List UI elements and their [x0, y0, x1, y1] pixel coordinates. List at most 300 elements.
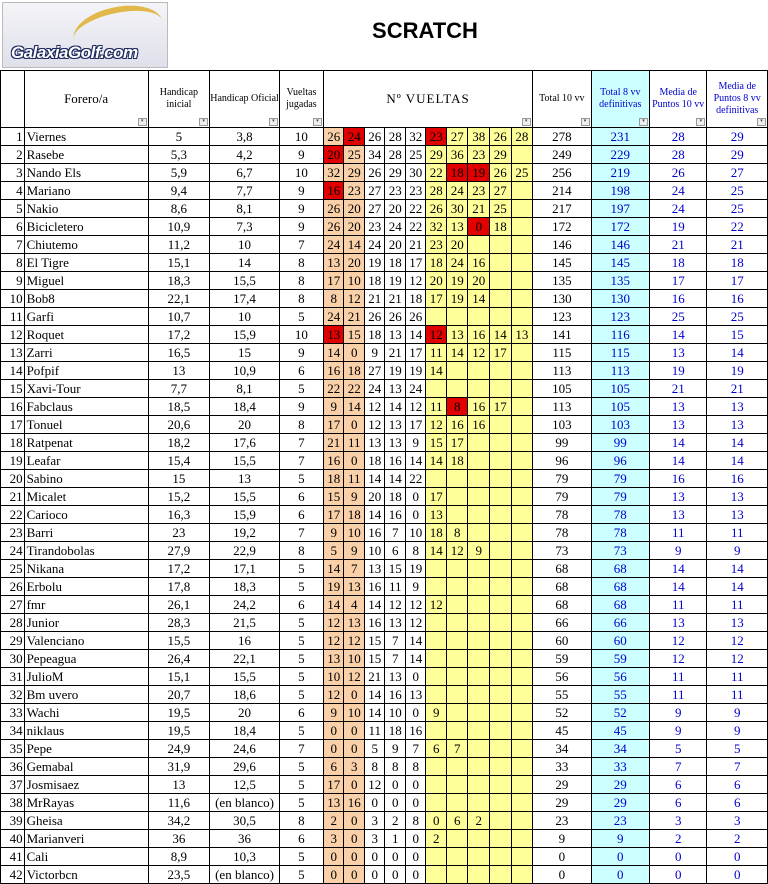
row-number-cell[interactable]: 16 [1, 398, 25, 416]
ronda-cell-7[interactable] [446, 668, 468, 686]
media-10-cell[interactable]: 12 [650, 632, 707, 650]
ronda-cell-3[interactable]: 14 [364, 470, 385, 488]
ronda-cell-7[interactable]: 18 [446, 452, 468, 470]
ronda-cell-9[interactable] [490, 704, 512, 722]
hcp-oficial-cell[interactable]: 8,1 [210, 200, 280, 218]
ronda-cell-4[interactable]: 13 [385, 614, 406, 632]
total-8-cell[interactable]: 68 [591, 560, 649, 578]
vueltas-jugadas-cell[interactable]: 10 [279, 326, 323, 344]
total-8-cell[interactable]: 231 [591, 128, 649, 146]
ronda-cell-5[interactable]: 0 [405, 776, 426, 794]
row-number-cell[interactable]: 39 [1, 812, 25, 830]
ronda-cell-4[interactable]: 13 [385, 326, 406, 344]
vueltas-jugadas-cell[interactable]: 5 [279, 308, 323, 326]
ronda-cell-10[interactable] [511, 632, 533, 650]
row-number-cell[interactable]: 15 [1, 380, 25, 398]
ronda-cell-7[interactable] [446, 704, 468, 722]
total-10-cell[interactable]: 66 [533, 614, 591, 632]
ronda-cell-8[interactable]: 23 [468, 182, 490, 200]
total-10-cell[interactable]: 33 [533, 758, 591, 776]
ronda-cell-9[interactable]: 17 [490, 398, 512, 416]
ronda-cell-1[interactable]: 3 [323, 830, 344, 848]
media-10-cell[interactable]: 28 [650, 128, 707, 146]
total-8-cell[interactable]: 59 [591, 650, 649, 668]
ronda-cell-2[interactable]: 0 [344, 416, 365, 434]
ronda-cell-2[interactable]: 0 [344, 812, 365, 830]
total-10-cell[interactable]: 96 [533, 452, 591, 470]
forero-name-cell[interactable]: Rasebe [24, 146, 148, 164]
ronda-cell-3[interactable]: 24 [364, 380, 385, 398]
media-10-cell[interactable]: 11 [650, 524, 707, 542]
ronda-cell-6[interactable]: 6 [426, 740, 447, 758]
hcp-inicial-cell[interactable]: 8,6 [148, 200, 210, 218]
header-vueltas-jugadas[interactable]: Vueltas jugadas ▾ [279, 71, 323, 128]
ronda-cell-7[interactable]: 17 [446, 434, 468, 452]
ronda-cell-3[interactable]: 10 [364, 542, 385, 560]
ronda-cell-9[interactable] [490, 254, 512, 272]
ronda-cell-3[interactable]: 19 [364, 254, 385, 272]
hcp-oficial-cell[interactable]: 17,6 [210, 434, 280, 452]
hcp-inicial-cell[interactable]: 5 [148, 128, 210, 146]
media-8-cell[interactable]: 12 [707, 650, 768, 668]
ronda-cell-5[interactable]: 8 [405, 758, 426, 776]
row-number-cell[interactable]: 25 [1, 560, 25, 578]
ronda-cell-5[interactable]: 8 [405, 542, 426, 560]
ronda-cell-3[interactable]: 16 [364, 524, 385, 542]
media-8-cell[interactable]: 17 [707, 272, 768, 290]
ronda-cell-4[interactable]: 18 [385, 722, 406, 740]
row-number-cell[interactable]: 30 [1, 650, 25, 668]
total-10-cell[interactable]: 113 [533, 362, 591, 380]
hcp-oficial-cell[interactable]: 18,4 [210, 398, 280, 416]
media-8-cell[interactable]: 25 [707, 308, 768, 326]
total-10-cell[interactable]: 146 [533, 236, 591, 254]
ronda-cell-6[interactable]: 17 [426, 488, 447, 506]
media-8-cell[interactable]: 9 [707, 722, 768, 740]
ronda-cell-6[interactable] [426, 470, 447, 488]
forero-name-cell[interactable]: Chiutemo [24, 236, 148, 254]
ronda-cell-2[interactable]: 24 [344, 128, 365, 146]
ronda-cell-7[interactable] [446, 308, 468, 326]
ronda-cell-8[interactable]: 14 [468, 290, 490, 308]
row-number-cell[interactable]: 24 [1, 542, 25, 560]
ronda-cell-7[interactable]: 19 [446, 290, 468, 308]
total-10-cell[interactable]: 79 [533, 470, 591, 488]
media-8-cell[interactable]: 22 [707, 218, 768, 236]
vueltas-jugadas-cell[interactable]: 6 [279, 488, 323, 506]
ronda-cell-8[interactable] [468, 524, 490, 542]
ronda-cell-8[interactable] [468, 758, 490, 776]
ronda-cell-3[interactable]: 14 [364, 506, 385, 524]
ronda-cell-10[interactable] [511, 794, 533, 812]
ronda-cell-6[interactable] [426, 308, 447, 326]
ronda-cell-4[interactable]: 21 [385, 344, 406, 362]
media-10-cell[interactable]: 14 [650, 560, 707, 578]
header-total-10[interactable]: Total 10 vv ▾ [533, 71, 591, 128]
ronda-cell-6[interactable]: 14 [426, 542, 447, 560]
ronda-cell-7[interactable]: 27 [446, 128, 468, 146]
ronda-cell-4[interactable]: 16 [385, 686, 406, 704]
ronda-cell-4[interactable]: 18 [385, 254, 406, 272]
vueltas-jugadas-cell[interactable]: 8 [279, 416, 323, 434]
media-10-cell[interactable]: 21 [650, 236, 707, 254]
forero-name-cell[interactable]: Pofpif [24, 362, 148, 380]
total-10-cell[interactable]: 0 [533, 866, 591, 884]
ronda-cell-2[interactable]: 3 [344, 758, 365, 776]
hcp-inicial-cell[interactable]: 20,7 [148, 686, 210, 704]
row-number-cell[interactable]: 7 [1, 236, 25, 254]
total-8-cell[interactable]: 68 [591, 578, 649, 596]
vueltas-jugadas-cell[interactable]: 6 [279, 506, 323, 524]
ronda-cell-8[interactable]: 20 [468, 272, 490, 290]
hcp-inicial-cell[interactable]: 19,5 [148, 704, 210, 722]
total-10-cell[interactable]: 68 [533, 578, 591, 596]
ronda-cell-7[interactable] [446, 650, 468, 668]
ronda-cell-6[interactable] [426, 776, 447, 794]
ronda-cell-3[interactable]: 3 [364, 812, 385, 830]
ronda-cell-2[interactable]: 13 [344, 614, 365, 632]
hcp-oficial-cell[interactable]: 24,2 [210, 596, 280, 614]
media-10-cell[interactable]: 16 [650, 470, 707, 488]
forero-name-cell[interactable]: Gheisa [24, 812, 148, 830]
media-8-cell[interactable]: 13 [707, 614, 768, 632]
ronda-cell-1[interactable]: 13 [323, 254, 344, 272]
ronda-cell-1[interactable]: 24 [323, 308, 344, 326]
ronda-cell-2[interactable]: 20 [344, 200, 365, 218]
ronda-cell-5[interactable]: 0 [405, 794, 426, 812]
ronda-cell-6[interactable]: 18 [426, 524, 447, 542]
forero-name-cell[interactable]: Marianveri [24, 830, 148, 848]
ronda-cell-2[interactable]: 12 [344, 668, 365, 686]
ronda-cell-8[interactable] [468, 488, 490, 506]
ronda-cell-6[interactable] [426, 632, 447, 650]
hcp-oficial-cell[interactable]: (en blanco) [210, 794, 280, 812]
ronda-cell-6[interactable]: 22 [426, 164, 447, 182]
total-10-cell[interactable]: 59 [533, 650, 591, 668]
ronda-cell-8[interactable] [468, 866, 490, 884]
ronda-cell-3[interactable]: 21 [364, 290, 385, 308]
hcp-inicial-cell[interactable]: 36 [148, 830, 210, 848]
ronda-cell-2[interactable]: 10 [344, 524, 365, 542]
media-10-cell[interactable]: 11 [650, 668, 707, 686]
media-10-cell[interactable]: 19 [650, 218, 707, 236]
hcp-inicial-cell[interactable]: 26,1 [148, 596, 210, 614]
total-8-cell[interactable]: 55 [591, 686, 649, 704]
ronda-cell-7[interactable] [446, 794, 468, 812]
total-8-cell[interactable]: 9 [591, 830, 649, 848]
ronda-cell-6[interactable]: 17 [426, 290, 447, 308]
ronda-cell-3[interactable]: 26 [364, 128, 385, 146]
ronda-cell-4[interactable]: 13 [385, 416, 406, 434]
ronda-cell-2[interactable]: 14 [344, 398, 365, 416]
ronda-cell-8[interactable] [468, 362, 490, 380]
ronda-cell-7[interactable]: 16 [446, 416, 468, 434]
ronda-cell-1[interactable]: 17 [323, 272, 344, 290]
hcp-oficial-cell[interactable]: 18,4 [210, 722, 280, 740]
ronda-cell-4[interactable]: 0 [385, 776, 406, 794]
vueltas-jugadas-cell[interactable]: 9 [279, 398, 323, 416]
ronda-cell-4[interactable]: 7 [385, 632, 406, 650]
ronda-cell-8[interactable]: 23 [468, 146, 490, 164]
media-8-cell[interactable]: 13 [707, 416, 768, 434]
total-10-cell[interactable]: 249 [533, 146, 591, 164]
ronda-cell-2[interactable]: 4 [344, 596, 365, 614]
total-10-cell[interactable]: 45 [533, 722, 591, 740]
ronda-cell-9[interactable] [490, 488, 512, 506]
hcp-inicial-cell[interactable]: 5,9 [148, 164, 210, 182]
media-8-cell[interactable]: 0 [707, 848, 768, 866]
media-10-cell[interactable]: 3 [650, 812, 707, 830]
ronda-cell-7[interactable] [446, 596, 468, 614]
forero-name-cell[interactable]: Gemabal [24, 758, 148, 776]
media-8-cell[interactable]: 7 [707, 758, 768, 776]
total-8-cell[interactable]: 172 [591, 218, 649, 236]
vueltas-jugadas-cell[interactable]: 5 [279, 686, 323, 704]
forero-name-cell[interactable]: El Tigre [24, 254, 148, 272]
ronda-cell-5[interactable]: 17 [405, 254, 426, 272]
total-8-cell[interactable]: 79 [591, 488, 649, 506]
hcp-inicial-cell[interactable]: 10,7 [148, 308, 210, 326]
media-8-cell[interactable]: 16 [707, 470, 768, 488]
total-8-cell[interactable]: 66 [591, 614, 649, 632]
ronda-cell-4[interactable]: 7 [385, 524, 406, 542]
ronda-cell-5[interactable]: 18 [405, 290, 426, 308]
media-8-cell[interactable]: 2 [707, 830, 768, 848]
ronda-cell-5[interactable]: 0 [405, 704, 426, 722]
ronda-cell-2[interactable]: 7 [344, 560, 365, 578]
ronda-cell-2[interactable]: 9 [344, 488, 365, 506]
ronda-cell-6[interactable]: 32 [426, 218, 447, 236]
vueltas-jugadas-cell[interactable]: 6 [279, 362, 323, 380]
forero-name-cell[interactable]: Bicicletero [24, 218, 148, 236]
ronda-cell-10[interactable]: 25 [511, 164, 533, 182]
row-number-cell[interactable]: 38 [1, 794, 25, 812]
total-8-cell[interactable]: 45 [591, 722, 649, 740]
vueltas-jugadas-cell[interactable]: 5 [279, 470, 323, 488]
ronda-cell-6[interactable] [426, 614, 447, 632]
media-8-cell[interactable]: 14 [707, 452, 768, 470]
ronda-cell-7[interactable] [446, 578, 468, 596]
forero-name-cell[interactable]: Viernes [24, 128, 148, 146]
media-8-cell[interactable]: 3 [707, 812, 768, 830]
ronda-cell-6[interactable]: 12 [426, 416, 447, 434]
ronda-cell-8[interactable]: 16 [468, 254, 490, 272]
total-8-cell[interactable]: 0 [591, 848, 649, 866]
ronda-cell-10[interactable] [511, 218, 533, 236]
ronda-cell-10[interactable] [511, 668, 533, 686]
media-10-cell[interactable]: 19 [650, 362, 707, 380]
ronda-cell-8[interactable] [468, 470, 490, 488]
ronda-cell-10[interactable] [511, 506, 533, 524]
ronda-cell-4[interactable]: 18 [385, 488, 406, 506]
ronda-cell-10[interactable] [511, 236, 533, 254]
hcp-oficial-cell[interactable]: 6,7 [210, 164, 280, 182]
total-8-cell[interactable]: 105 [591, 398, 649, 416]
row-number-cell[interactable]: 27 [1, 596, 25, 614]
ronda-cell-2[interactable]: 25 [344, 146, 365, 164]
total-8-cell[interactable]: 73 [591, 542, 649, 560]
ronda-cell-5[interactable]: 12 [405, 272, 426, 290]
ronda-cell-5[interactable]: 0 [405, 506, 426, 524]
ronda-cell-10[interactable] [511, 344, 533, 362]
ronda-cell-8[interactable] [468, 596, 490, 614]
ronda-cell-3[interactable]: 16 [364, 614, 385, 632]
ronda-cell-4[interactable]: 0 [385, 848, 406, 866]
forero-name-cell[interactable]: Wachi [24, 704, 148, 722]
total-10-cell[interactable]: 135 [533, 272, 591, 290]
ronda-cell-9[interactable]: 18 [490, 218, 512, 236]
ronda-cell-2[interactable]: 18 [344, 362, 365, 380]
hcp-oficial-cell[interactable]: 18,6 [210, 686, 280, 704]
hcp-oficial-cell[interactable]: 16 [210, 632, 280, 650]
ronda-cell-9[interactable]: 25 [490, 200, 512, 218]
ronda-cell-8[interactable] [468, 722, 490, 740]
total-8-cell[interactable]: 103 [591, 416, 649, 434]
ronda-cell-5[interactable]: 22 [405, 470, 426, 488]
ronda-cell-9[interactable]: 17 [490, 344, 512, 362]
forero-name-cell[interactable]: Garfi [24, 308, 148, 326]
ronda-cell-7[interactable] [446, 470, 468, 488]
ronda-cell-6[interactable]: 20 [426, 272, 447, 290]
vueltas-jugadas-cell[interactable]: 5 [279, 758, 323, 776]
forero-name-cell[interactable]: Tirandobolas [24, 542, 148, 560]
hcp-oficial-cell[interactable]: 29,6 [210, 758, 280, 776]
ronda-cell-9[interactable] [490, 632, 512, 650]
ronda-cell-7[interactable] [446, 614, 468, 632]
ronda-cell-1[interactable]: 14 [323, 560, 344, 578]
hcp-oficial-cell[interactable]: 3,8 [210, 128, 280, 146]
ronda-cell-9[interactable] [490, 650, 512, 668]
ronda-cell-9[interactable] [490, 668, 512, 686]
ronda-cell-2[interactable]: 0 [344, 722, 365, 740]
ronda-cell-3[interactable]: 23 [364, 218, 385, 236]
total-10-cell[interactable]: 60 [533, 632, 591, 650]
ronda-cell-7[interactable]: 8 [446, 524, 468, 542]
vueltas-jugadas-cell[interactable]: 8 [279, 254, 323, 272]
ronda-cell-4[interactable]: 28 [385, 128, 406, 146]
ronda-cell-5[interactable]: 22 [405, 200, 426, 218]
forero-name-cell[interactable]: Sabino [24, 470, 148, 488]
media-8-cell[interactable]: 29 [707, 128, 768, 146]
vueltas-jugadas-cell[interactable]: 5 [279, 794, 323, 812]
media-8-cell[interactable]: 6 [707, 776, 768, 794]
ronda-cell-10[interactable] [511, 776, 533, 794]
forero-name-cell[interactable]: Bob8 [24, 290, 148, 308]
ronda-cell-10[interactable] [511, 290, 533, 308]
ronda-cell-5[interactable]: 12 [405, 398, 426, 416]
media-10-cell[interactable]: 0 [650, 866, 707, 884]
total-8-cell[interactable]: 68 [591, 596, 649, 614]
ronda-cell-7[interactable]: 8 [446, 398, 468, 416]
ronda-cell-1[interactable]: 13 [323, 794, 344, 812]
ronda-cell-9[interactable]: 27 [490, 182, 512, 200]
ronda-cell-9[interactable] [490, 236, 512, 254]
vueltas-jugadas-cell[interactable]: 9 [279, 218, 323, 236]
ronda-cell-1[interactable]: 8 [323, 290, 344, 308]
total-10-cell[interactable]: 113 [533, 398, 591, 416]
hcp-inicial-cell[interactable]: 34,2 [148, 812, 210, 830]
ronda-cell-7[interactable]: 13 [446, 326, 468, 344]
ronda-cell-10[interactable] [511, 758, 533, 776]
ronda-cell-1[interactable]: 21 [323, 434, 344, 452]
ronda-cell-4[interactable]: 20 [385, 236, 406, 254]
ronda-cell-4[interactable]: 0 [385, 866, 406, 884]
media-10-cell[interactable]: 13 [650, 416, 707, 434]
ronda-cell-6[interactable] [426, 794, 447, 812]
forero-name-cell[interactable]: Pepeagua [24, 650, 148, 668]
hcp-inicial-cell[interactable]: 19,5 [148, 722, 210, 740]
total-8-cell[interactable]: 146 [591, 236, 649, 254]
ronda-cell-7[interactable] [446, 848, 468, 866]
ronda-cell-6[interactable] [426, 560, 447, 578]
media-8-cell[interactable]: 13 [707, 398, 768, 416]
ronda-cell-8[interactable]: 0 [468, 218, 490, 236]
hcp-inicial-cell[interactable]: 17,2 [148, 326, 210, 344]
ronda-cell-10[interactable] [511, 704, 533, 722]
total-8-cell[interactable]: 56 [591, 668, 649, 686]
row-number-cell[interactable]: 18 [1, 434, 25, 452]
hcp-oficial-cell[interactable]: 12,5 [210, 776, 280, 794]
vueltas-jugadas-cell[interactable]: 5 [279, 614, 323, 632]
ronda-cell-3[interactable]: 8 [364, 758, 385, 776]
ronda-cell-1[interactable]: 13 [323, 326, 344, 344]
filter-dropdown-icon[interactable]: ▾ [199, 118, 208, 126]
forero-name-cell[interactable]: Nikana [24, 560, 148, 578]
ronda-cell-2[interactable]: 22 [344, 380, 365, 398]
ronda-cell-1[interactable]: 18 [323, 470, 344, 488]
media-10-cell[interactable]: 13 [650, 614, 707, 632]
row-number-cell[interactable]: 12 [1, 326, 25, 344]
ronda-cell-8[interactable]: 16 [468, 326, 490, 344]
hcp-inicial-cell[interactable]: 17,8 [148, 578, 210, 596]
ronda-cell-1[interactable]: 12 [323, 686, 344, 704]
ronda-cell-7[interactable] [446, 830, 468, 848]
ronda-cell-3[interactable]: 3 [364, 830, 385, 848]
ronda-cell-10[interactable] [511, 308, 533, 326]
hcp-inicial-cell[interactable]: 15,1 [148, 668, 210, 686]
ronda-cell-10[interactable] [511, 866, 533, 884]
row-number-cell[interactable]: 4 [1, 182, 25, 200]
total-8-cell[interactable]: 33 [591, 758, 649, 776]
hcp-inicial-cell[interactable]: 17,2 [148, 560, 210, 578]
hcp-oficial-cell[interactable]: 15 [210, 344, 280, 362]
ronda-cell-3[interactable]: 14 [364, 686, 385, 704]
ronda-cell-2[interactable]: 12 [344, 290, 365, 308]
total-10-cell[interactable]: 78 [533, 524, 591, 542]
filter-dropdown-icon[interactable]: ▾ [757, 118, 766, 126]
media-8-cell[interactable]: 11 [707, 596, 768, 614]
ronda-cell-6[interactable]: 18 [426, 254, 447, 272]
ronda-cell-9[interactable]: 14 [490, 326, 512, 344]
hcp-inicial-cell[interactable]: 10,9 [148, 218, 210, 236]
hcp-oficial-cell[interactable]: (en blanco) [210, 866, 280, 884]
ronda-cell-8[interactable]: 2 [468, 812, 490, 830]
ronda-cell-5[interactable]: 30 [405, 164, 426, 182]
row-number-cell[interactable]: 42 [1, 866, 25, 884]
total-8-cell[interactable]: 78 [591, 506, 649, 524]
ronda-cell-4[interactable]: 16 [385, 452, 406, 470]
hcp-oficial-cell[interactable]: 18,3 [210, 578, 280, 596]
total-8-cell[interactable]: 135 [591, 272, 649, 290]
ronda-cell-1[interactable]: 24 [323, 236, 344, 254]
total-10-cell[interactable]: 52 [533, 704, 591, 722]
ronda-cell-9[interactable] [490, 362, 512, 380]
total-10-cell[interactable]: 73 [533, 542, 591, 560]
forero-name-cell[interactable]: MrRayas [24, 794, 148, 812]
forero-name-cell[interactable]: Zarri [24, 344, 148, 362]
ronda-cell-4[interactable]: 0 [385, 794, 406, 812]
hcp-oficial-cell[interactable]: 13 [210, 470, 280, 488]
